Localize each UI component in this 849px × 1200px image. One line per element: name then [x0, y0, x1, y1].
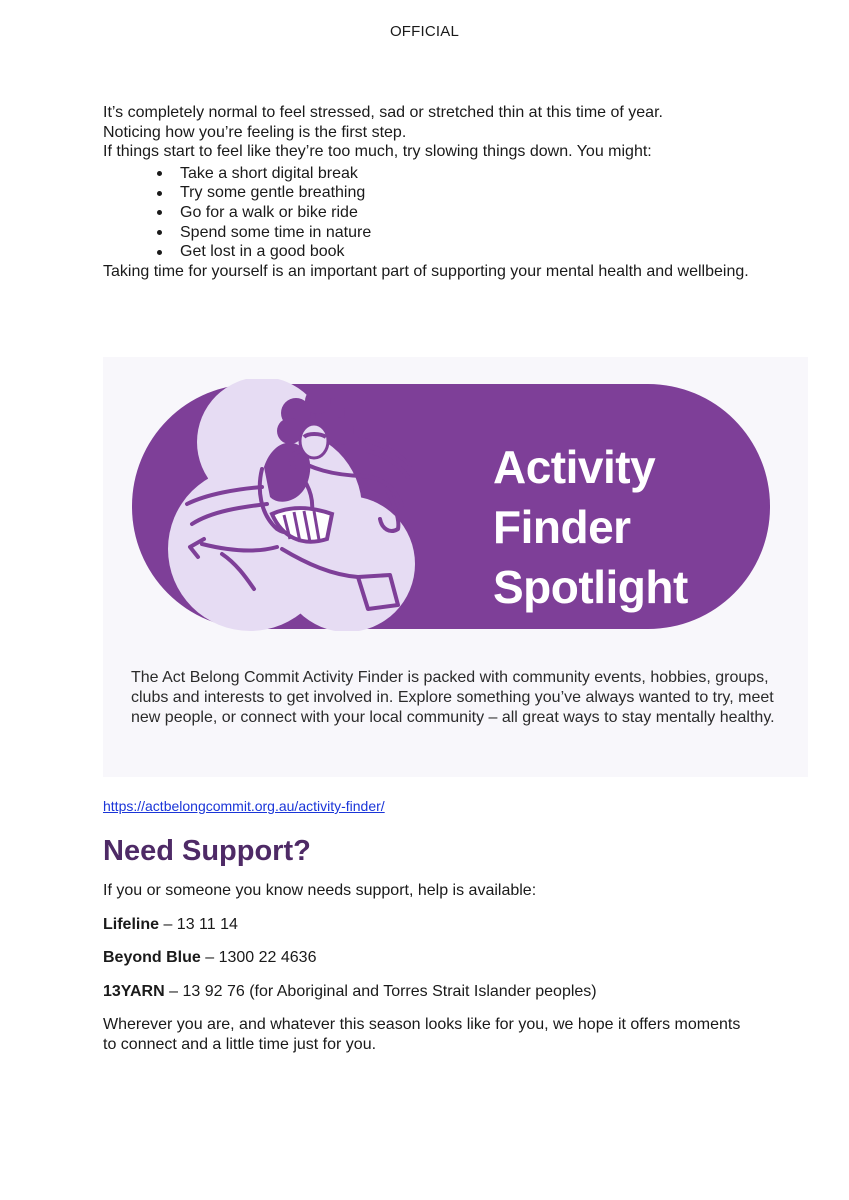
intro-section — [103, 103, 753, 281]
contact-detail: – 1300 22 4636 — [200, 949, 317, 967]
contact-name: Beyond Blue — [103, 949, 201, 967]
banner-title-line: Activity — [493, 441, 656, 493]
intro-line-2: Noticing how you’re feeling is the first step. — [103, 123, 407, 141]
list-item: Try some gentle breathing — [103, 183, 753, 203]
support-intro: If you or someone you know needs support, help is available: — [103, 882, 537, 899]
intro-line-3: If things start to feel like they’re too much, try slowing things down. You might: — [103, 143, 652, 161]
support-contact-beyond-blue — [103, 948, 753, 968]
support-contact-13yarn — [103, 982, 753, 1002]
list-item: Go for a walk or bike ride — [103, 203, 753, 223]
contact-name: 13YARN — [103, 982, 165, 1000]
list-item: Spend some time in nature — [103, 223, 753, 243]
support-section — [103, 881, 753, 1069]
activity-finder-link[interactable]: https://actbelongcommit.org.au/activity-finder/ — [103, 798, 385, 814]
support-contact-lifeline — [103, 915, 753, 935]
spotlight-description: The Act Belong Commit Activity Finder is packed with community events, hobbies, groups, clubs and interests to get involved in. Explore something you’ve always wanted to try, meet new people, or connect with your local community – all great ways to stay mentally healthy. — [131, 669, 775, 726]
contact-detail: – 13 92 76 (for Aboriginal and Torres Strait Islander peoples) — [164, 982, 597, 1000]
list-item: Take a short digital break — [103, 164, 753, 184]
support-heading: Need Support? — [103, 835, 311, 867]
banner-title-line: Finder — [493, 501, 631, 553]
contact-detail: – 13 11 14 — [159, 915, 238, 933]
intro-line-1: It’s completely normal to feel stressed, sad or stretched thin at this time of year. — [103, 104, 663, 121]
contact-name: Lifeline — [103, 915, 160, 933]
banner-title — [493, 437, 688, 617]
document-classification-label: OFFICIAL — [389, 23, 460, 40]
list-item: Get lost in a good book — [103, 242, 753, 262]
intro-closing: Taking time for yourself is an important part of supporting your mental health and wellbeing. — [103, 262, 749, 280]
activity-finder-banner — [132, 379, 770, 631]
support-closing: Wherever you are, and whatever this season looks like for you, we hope it offers moments to connect and a little time just for you. — [103, 1016, 741, 1053]
banner-title-line: Spotlight — [493, 561, 688, 613]
activity-finder-spotlight-panel — [103, 357, 808, 777]
suggestion-list — [103, 164, 753, 262]
